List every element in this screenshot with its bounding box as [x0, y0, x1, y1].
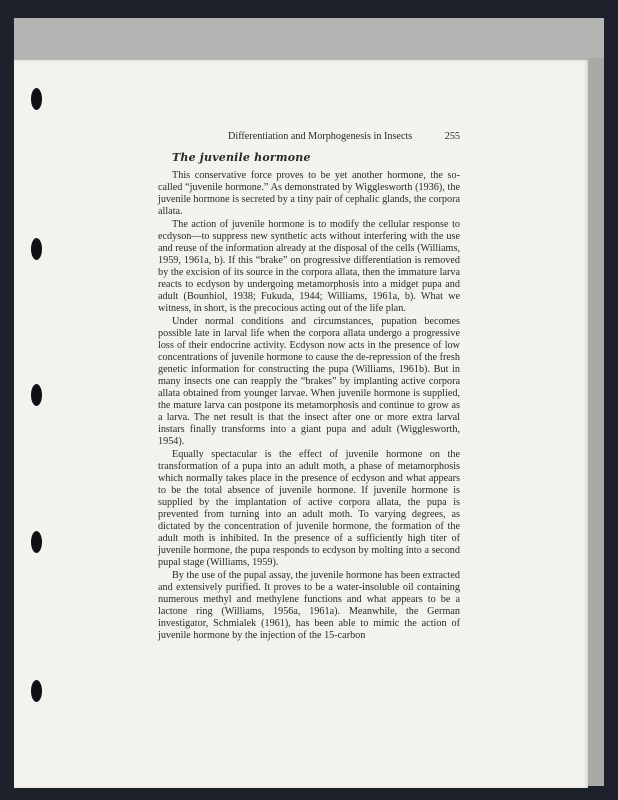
section-heading: The juvenile hormone: [172, 151, 311, 164]
punch-hole: [31, 88, 42, 110]
punch-hole: [31, 384, 42, 406]
punch-hole: [31, 680, 42, 702]
binder-strip-right: [587, 58, 604, 786]
running-head: [228, 131, 460, 147]
paragraph: By the use of the pupal assay, the juvenile hormone has been extracted and extensively purified. It proves to be a water-insoluble oil containing numerous methyl and methylene functions and what appears to be a lactone ring (Williams, 1956a, 1961a). Meanwhile, the German investigator, Schmialek (1961), has been able to mimic the action of juvenile hormone by the injection of the 15-carbon: [158, 570, 460, 641]
running-head-title: Differentiation and Morphogenesis in Insects: [228, 131, 413, 142]
paragraph: The action of juvenile hormone is to modify the cellular response to ecdyson—to suppress new synthetic acts without interfering with the use and reuse of the information already at the disposal of the cells (Williams, 1959, 1961a, b). If this “brake” on progressive differentiation is removed by the excision of its source in the corpora allata, then the immature larva reacts to ecdyson by undergoing metamorphosis into a midget pupa and adult (Bounhiol, 1938; Fukuda, 1944; Williams, 1961a, b). What we witness, in short, is the precocious acting out of the life plan.: [158, 219, 460, 314]
paragraph: Equally spectacular is the effect of juvenile hormone on the transformation of a pupa into an adult moth, a phase of metamorphosis which normally takes place in the presence of ecdyson and what appears to be the total absence of juvenile hormone. If juvenile hormone is supplied by the implantation of active corpora allata, the pupa is prevented from turning into an adult moth. To varying degrees, as dictated by the concentration of juvenile hormone, the formation of the adult moth is inhibited. In the presence of a sufficiently high titer of juvenile hormone, the pupa responds to ecdyson by molting into a second pupal stage (Williams, 1959).: [158, 449, 460, 568]
body-text: [158, 150, 460, 643]
paragraph: Under normal conditions and circumstances, pupation becomes possible late in larval life when the corpora allata undergo a progressive loss of their endocrine activity. Ecdyson now acts in the presence of low concentrations of juvenile hormone to cause the de-repression of the fresh genetic information for constructing the pupa (Williams, 1961b). But in many insects one can reapply the “brakes” by implanting active corpora allata obtained from younger larvae. When juvenile hormone is supplied, the mature larva can postpone its metamorphosis and continue to grow as a larva. The net result is that the insect after one or more extra larval instars finally transforms into a giant pupa and adult (Wigglesworth, 1954).: [158, 316, 460, 447]
punch-hole: [31, 531, 42, 553]
punch-hole: [31, 238, 42, 260]
binder-strip-top: [14, 18, 604, 60]
page-number: 255: [444, 131, 460, 142]
paragraph: This conservative force proves to be yet another hormone, the so-called “juvenile hormone.” As demonstrated by Wigglesworth (1936), the juvenile hormone is secreted by a tiny pair of cephalic glands, the corpora allata.: [158, 170, 460, 217]
